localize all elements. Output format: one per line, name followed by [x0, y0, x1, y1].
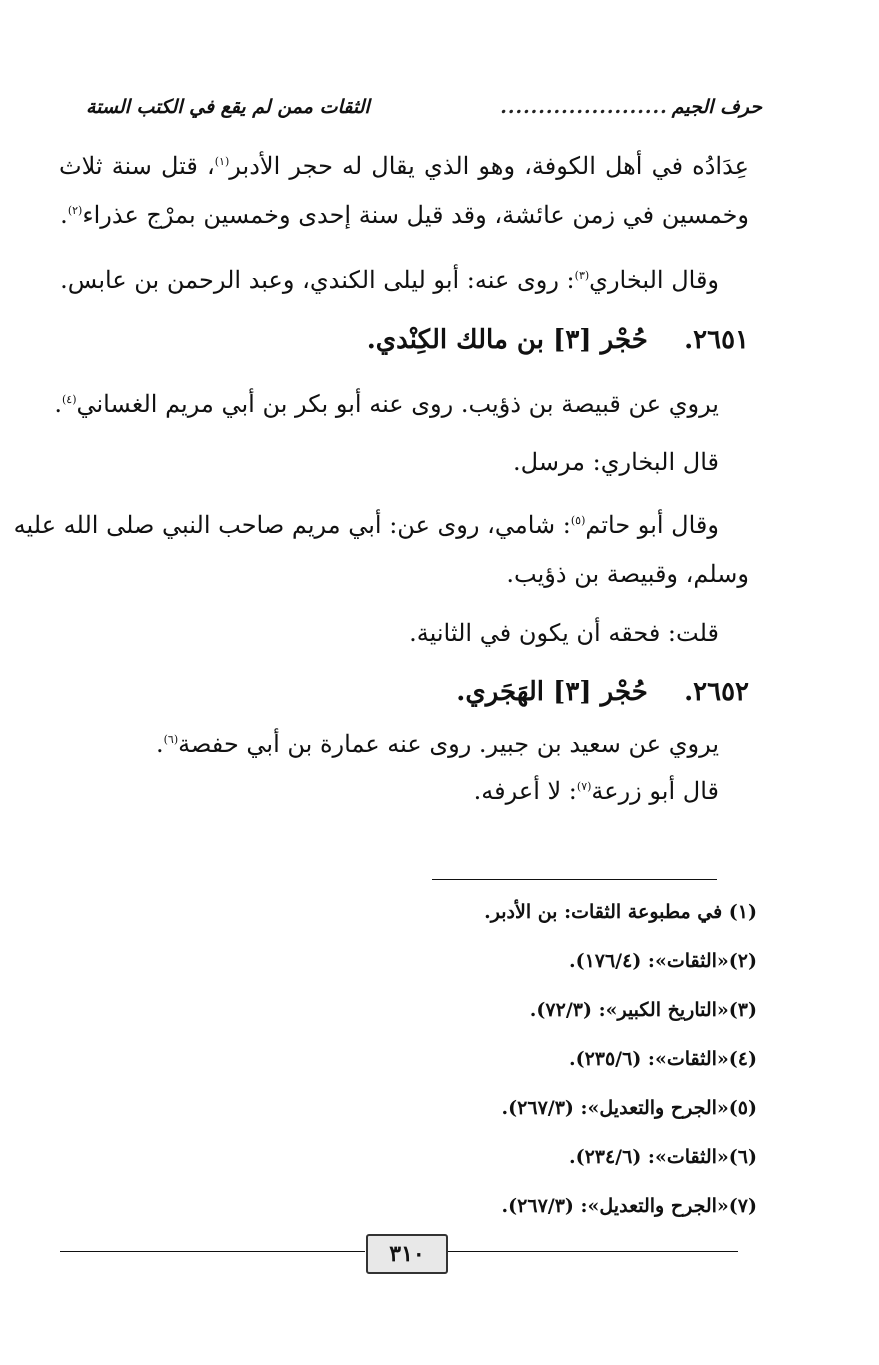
footnote-ref: (١) [214, 155, 230, 168]
body-line: يروي عن سعيد بن جبير. روى عنه عمارة بن أبي حفصة$^{(٦)}$. [155, 730, 719, 758]
body-line: وسلم، وقبيصة بن ذؤيب. [506, 560, 749, 588]
footnote: (٦)«الثقات»: (٢٣٤/٦). [568, 1146, 757, 1168]
body-line: وخمسين في زمن عائشة، وقد قيل سنة إحدى وخمسين بمرْج عذراء$^{(٢)}$. [60, 201, 749, 229]
header-book-title: الثقات ممن لم يقع في الكتب الستة [86, 96, 370, 118]
footnote-ref: (٢) [67, 204, 83, 217]
running-header [86, 90, 762, 124]
body-line: قال البخاري: مرسل. [513, 448, 719, 476]
body-line: عِدَادُه في أهل الكوفة، وهو الذي يقال له حجر الأدبر$^{(١)}$، قتل سنة ثلاث [59, 152, 749, 180]
footnote-ref: (٥) [570, 514, 586, 527]
footnote-separator [432, 879, 717, 880]
body-line: وقال أبو حاتم$^{(٥)}$: شامي، روى عن: أبي مريم صاحب النبي صلى الله عليه [13, 511, 719, 539]
footer-rule-right [448, 1251, 738, 1252]
footnote: (٧)«الجرح والتعديل»: (٢٦٧/٣). [501, 1195, 757, 1217]
entry-heading [456, 674, 749, 710]
footnote: (٣)«التاريخ الكبير»: (٧٢/٣). [529, 999, 757, 1021]
entry-name: حُجْر [٣] بن مالك الكِنْدي. [366, 325, 648, 355]
footnote-ref: (٤) [61, 393, 77, 406]
header-chapter: حرف الجيم [671, 96, 762, 118]
body-line: قلت: فحقه أن يكون في الثانية. [409, 619, 719, 647]
body-line: يروي عن قبيصة بن ذؤيب. روى عنه أبو بكر بن أبي مريم الغساني$^{(٤)}$. [54, 390, 719, 418]
entry-name: حُجْر [٣] الهَجَري. [456, 677, 648, 707]
footnote-ref: (٦) [163, 733, 179, 746]
body-line: وقال البخاري$^{(٣)}$: روى عنه: أبو ليلى الكندي، وعبد الرحمن بن عابس. [60, 266, 719, 294]
page-number: ٣١٠ [366, 1234, 448, 1274]
footnote-ref: (٧) [576, 780, 592, 793]
entry-number: ٢٦٥٢. [684, 677, 749, 707]
footer-rule-left [60, 1251, 365, 1252]
footnote: (١) في مطبوعة الثقات: بن الأدبر. [484, 901, 757, 923]
entry-number: ٢٦٥١. [684, 325, 749, 355]
header-dots: ...................... [500, 96, 668, 118]
entry-heading [367, 322, 749, 358]
footnote: (٥)«الجرح والتعديل»: (٢٦٧/٣). [501, 1097, 757, 1119]
footnote-ref: (٣) [574, 269, 590, 282]
footnote: (٢)«الثقات»: (١٧٦/٤). [568, 950, 757, 972]
footnote: (٤)«الثقات»: (٢٣٥/٦). [568, 1048, 757, 1070]
body-line: قال أبو زرعة$^{(٧)}$: لا أعرفه. [473, 777, 719, 805]
